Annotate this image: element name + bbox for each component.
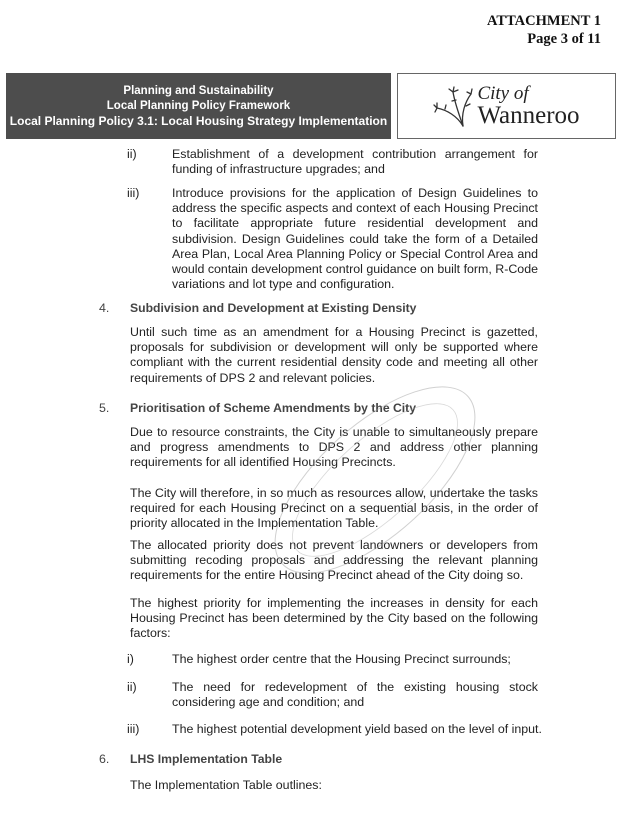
logo-city-of: City of: [477, 83, 529, 104]
paragraph: The allocated priority does not prevent landowners or developers from submitting recoding proposals and addressing the relevant planning requirements for the entire Housing Precinct ahead of the City doing so.: [130, 538, 538, 583]
banner-title-block: [6, 73, 391, 139]
document-banner: [6, 73, 616, 139]
attachment-header: [487, 12, 601, 48]
section-number: 6.: [99, 752, 110, 766]
list-item: Introduce provisions for the application of Design Guidelines to address the specific aspects and context of each Housing Precinct to facilitate appropriate future residential development and subdivision. Design Guidelines could take the form of a Detailed Area Plan, Local Area Planning Policy or Special Control Area and would contain development control guidance on built form, R-Code variations and lot type and configuration.: [172, 186, 538, 292]
banner-policy-title: Local Planning Policy 3.1: Local Housing Strategy Implementation: [9, 113, 388, 128]
logo-wanneroo: Wanneroo: [477, 102, 580, 129]
attachment-title: ATTACHMENT 1: [487, 13, 601, 29]
section-number: 4.: [99, 301, 110, 315]
logo-wordmark: [477, 84, 579, 128]
page-number: Page 3 of 11: [527, 31, 601, 47]
list-marker: i): [127, 652, 134, 666]
city-logo-box: [397, 73, 616, 139]
list-item: Establishment of a development contribution arrangement for funding of infrastructure upgrades; and: [172, 147, 538, 177]
paragraph: The highest priority for implementing the increases in density for each Housing Precinct has been determined by the City based on the following factors:: [130, 596, 538, 641]
list-marker: iii): [127, 722, 140, 736]
list-marker: ii): [127, 680, 137, 694]
city-logo: [433, 84, 579, 128]
section-heading: Subdivision and Development at Existing Density: [130, 301, 417, 315]
banner-framework: Local Planning Policy Framework: [106, 99, 291, 112]
list-item: The highest potential development yield based on the level of input.: [172, 722, 542, 736]
list-item: The need for redevelopment of the existing housing stock considering age and condition; and: [172, 680, 538, 710]
section-heading: Prioritisation of Scheme Amendments by the City: [130, 401, 417, 415]
paragraph: The Implementation Table outlines:: [130, 778, 322, 792]
banner-department: Planning and Sustainability: [123, 84, 274, 97]
list-marker: iii): [127, 186, 140, 200]
paragraph: Until such time as an amendment for a Housing Precinct is gazetted, proposals for subdivision or development will only be supported where compliant with the current residential density code and meeting all other requirements of DPS 2 and relevant policies.: [130, 325, 538, 385]
list-item: The highest order centre that the Housing Precinct surrounds;: [172, 652, 511, 666]
section-number: 5.: [99, 401, 110, 415]
paragraph: The City will therefore, in so much as resources allow, undertake the tasks required for each Housing Precinct on a sequential basis, in the order of priority allocated in the Implementation Table.: [130, 486, 538, 531]
logo-flower-icon: [433, 84, 473, 128]
list-marker: ii): [127, 147, 137, 161]
paragraph: Due to resource constraints, the City is unable to simultaneously prepare and progress amendments to DPS 2 and address other planning requirements for all identified Housing Precincts.: [130, 425, 538, 470]
section-heading: LHS Implementation Table: [130, 752, 283, 766]
